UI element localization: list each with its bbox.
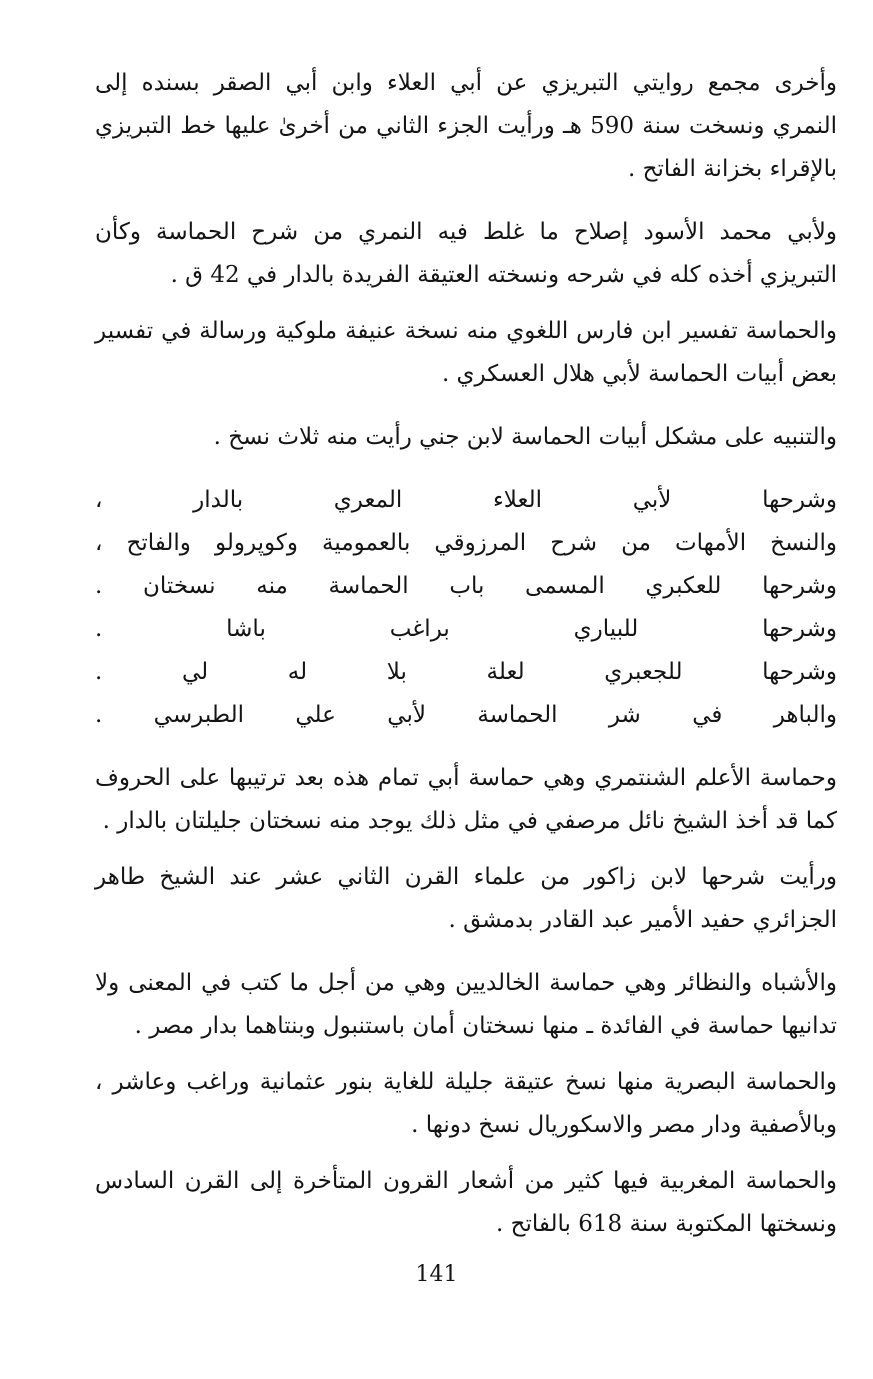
paragraph-maghribiyya	[95, 1160, 837, 1246]
paragraph-aswad-islah	[95, 211, 837, 297]
text-line: وبالأصفية ودار مصر والاسكوريال نسخ دونها .	[411, 1112, 837, 1138]
commentaries-list	[95, 479, 837, 737]
text-line: النمري ونسخت سنة 590 هـ ورأيت الجزء الثاني من أخرىٰ عليها خط التبريزي	[95, 113, 837, 139]
list-item: وشرحها للبياري براغب باشا .	[95, 616, 837, 642]
text-line: بالإقراء بخزانة الفاتح .	[627, 156, 837, 182]
list-item: والباهر في شر الحماسة لأبي علي الطبرسي .	[95, 702, 837, 728]
text-line: التبريزي أخذه كله في شرحه ونسخته العتيقة الفريدة بالدار في 42 ق .	[170, 262, 837, 288]
paragraph-khalidiyyin	[95, 962, 837, 1048]
text-line: بعض أبيات الحماسة لأبي هلال العسكري .	[441, 361, 837, 387]
paragraph-tabrizi-riwayat	[95, 62, 837, 191]
page-body	[95, 62, 837, 1246]
text-line: والحماسة المغربية فيها كثير من أشعار القرون المتأخرة إلى القرن السادس	[95, 1168, 837, 1194]
paragraph-basriyya	[95, 1061, 837, 1147]
paragraph-ibn-faris	[95, 310, 837, 396]
text-line: والحماسة البصرية منها نسخ عتيقة جليلة للغاية بنور عثمانية وراغب وعاشر ،	[95, 1069, 837, 1095]
paragraph-ibn-jinni	[95, 416, 837, 459]
text-line: ولأبي محمد الأسود إصلاح ما غلط فيه النمري من شرح الحماسة وكأن	[95, 219, 837, 245]
paragraph-alam-shantamari	[95, 757, 837, 843]
text-line: والأشباه والنظائر وهي حماسة الخالديين وهي من أجل ما كتب في المعنى ولا	[95, 970, 837, 996]
text-line: وأخرى مجمع روايتي التبريزي عن أبي العلاء وابن أبي الصقر بسنده إلى	[95, 70, 837, 96]
text-line: كما قد أخذ الشيخ نائل مرصفي في مثل ذلك يوجد منه نسختان جليلتان بالدار .	[102, 808, 837, 834]
text-line: ورأيت شرحها لابن زاكور من علماء القرن الثاني عشر عند الشيخ طاهر	[95, 864, 837, 890]
list-item: والنسخ الأمهات من شرح المرزوقي بالعمومية وكوپرولو والفاتح ،	[95, 530, 837, 556]
list-item: وشرحها للعكبري المسمى باب الحماسة منه نسختان .	[95, 573, 837, 599]
text-line: ونسختها المكتوبة سنة 618 بالفاتح .	[495, 1211, 837, 1237]
text-line: وحماسة الأعلم الشنتمري وهي حماسة أبي تمام هذه بعد ترتيبها على الحروف	[95, 765, 837, 791]
paragraph-ibn-zakur	[95, 856, 837, 942]
text-line: تدانيها حماسة في الفائدة ـ منها نسختان أمان باستنبول وبنتاهما بدار مصر .	[134, 1013, 837, 1039]
text-line: الجزائري حفيد الأمير عبد القادر بدمشق .	[448, 907, 837, 933]
list-item: وشرحها لأبي العلاء المعري بالدار ،	[95, 487, 837, 513]
list-item: وشرحها للجعبري لعلة بلا له لي .	[95, 659, 837, 685]
page-number: 141	[415, 1262, 458, 1287]
text-line: والحماسة تفسير ابن فارس اللغوي منه نسخة عنيفة ملوكية ورسالة في تفسير	[95, 318, 837, 344]
text-line: والتنبيه على مشكل أبيات الحماسة لابن جني رأيت منه ثلاث نسخ .	[213, 424, 837, 450]
